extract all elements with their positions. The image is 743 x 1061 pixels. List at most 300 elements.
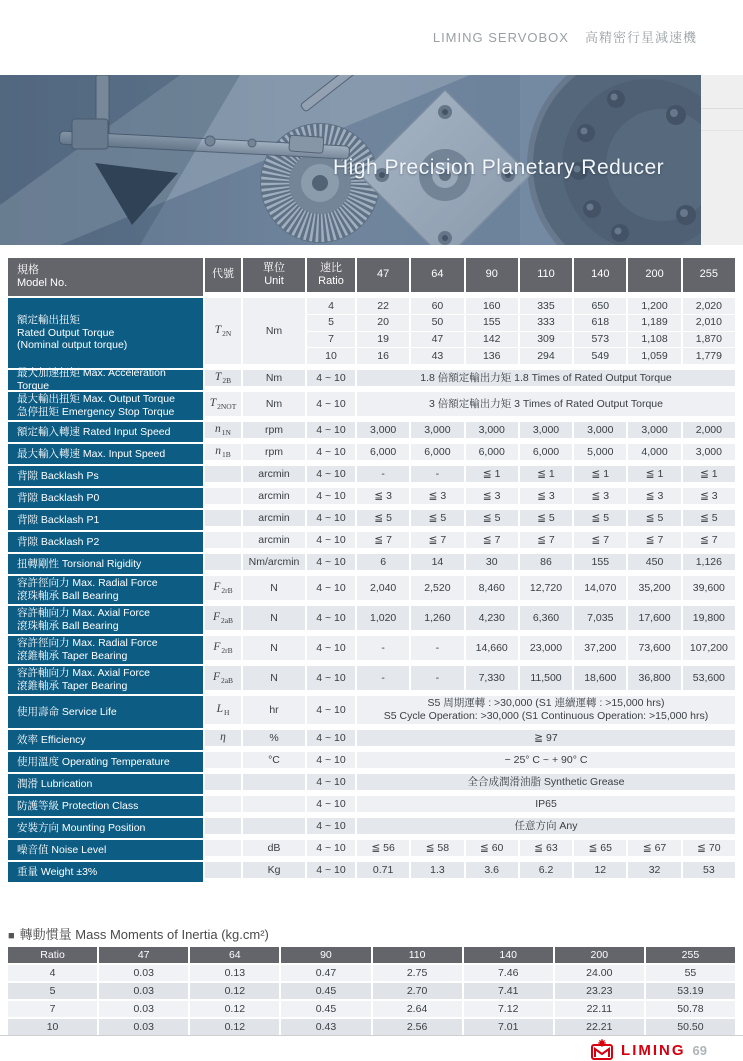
spec-value: 86 [520, 554, 572, 570]
spec-value: 3,000 [411, 422, 463, 438]
spec-value: 1,059 [641, 349, 668, 362]
value-stack [574, 298, 626, 364]
header-ratio-col: 64 [411, 258, 463, 292]
spec-label-line: Rated Output Torque [17, 326, 115, 339]
spec-value: 12 [574, 862, 626, 878]
spec-label-line: 急停扭矩 Emergency Stop Torque [17, 406, 175, 418]
spec-value: ≦ 3 [683, 488, 735, 504]
spec-value: ≦ 58 [411, 840, 463, 856]
spec-value: 1,870 [683, 332, 735, 349]
spec-value: - [357, 466, 409, 482]
spec-value: ≦ 5 [357, 510, 409, 526]
spec-value: 32 [628, 862, 680, 878]
spec-row-label [8, 422, 203, 442]
spec-value: ≦ 3 [357, 488, 409, 504]
ratio-cell: 4 ~ 10 [307, 576, 355, 600]
spec-value: 73,600 [628, 636, 680, 660]
symbol-cell [205, 554, 241, 570]
ratio-cell: 4 ~ 10 [307, 422, 355, 438]
math-symbol: $T_{2N}$ [214, 323, 232, 339]
spec-label-line: 最大輸入轉速 Max. Input Speed [17, 447, 166, 460]
spec-value: 450 [628, 554, 680, 570]
spec-row [8, 796, 735, 816]
spec-value: 22 [357, 298, 409, 315]
spec-row [8, 752, 735, 772]
spec-value: ≦ 7 [411, 532, 463, 548]
spec-value: 650 [574, 298, 626, 315]
inertia-header-cell: 110 [373, 947, 462, 963]
spec-value: ≦ 3 [574, 488, 626, 504]
value-stack [683, 298, 735, 364]
ratio-cell: 4 ~ 10 [307, 370, 355, 386]
spec-row [8, 774, 735, 794]
span-value-line: S5 Cycle Operation: >30,000 (S1 Continuous Operation: >15,000 hrs) [383, 710, 709, 722]
inertia-value: 7.41 [464, 983, 553, 999]
header-ratio-col: 140 [574, 258, 626, 292]
inertia-header-cell: 140 [464, 947, 553, 963]
span-value-cell [357, 818, 735, 834]
spec-label-line: 容許徑向力 Max. Radial Force [17, 637, 158, 650]
spec-label-line: 容許徑向力 Max. Radial Force [17, 577, 158, 590]
spec-label-line: 效率 Efficiency [17, 733, 86, 746]
spec-value: - [357, 636, 409, 660]
span-value-line: 3 倍額定輸出力矩 3 Times of Rated Output Torque [428, 397, 663, 410]
spec-label-line: 最大加速扭矩 Max. Acceleration Torque [17, 367, 166, 392]
footer-rule [0, 1035, 743, 1036]
spec-value: ≦ 7 [683, 532, 735, 548]
span-value-line: 任意方向 Any [514, 819, 578, 832]
symbol-cell [205, 752, 241, 768]
spec-label-line: 容許軸向力 Max. Axial Force [17, 607, 151, 620]
ratio-cell: 4 ~ 10 [307, 840, 355, 856]
math-symbol: $n_{1N}$ [215, 422, 231, 438]
spec-value: ≦ 5 [574, 510, 626, 526]
spec-value: 573 [574, 332, 626, 349]
symbol-cell [205, 606, 241, 630]
spec-value: ≦ 3 [466, 488, 518, 504]
inertia-value: 2.56 [373, 1019, 462, 1035]
inertia-value: 23.23 [555, 983, 644, 999]
spec-value: 17,600 [628, 606, 680, 630]
spec-value: ≦ 56 [357, 840, 409, 856]
spec-value: 3,000 [683, 444, 735, 460]
spec-row-label [8, 488, 203, 508]
spec-row [8, 696, 735, 728]
spec-value: - [411, 636, 463, 660]
span-value-line: 1.8 倍額定輸出力矩 1.8 Times of Rated Output Torque [420, 371, 672, 384]
inertia-header-cell: 64 [190, 947, 279, 963]
spec-value: ≦ 1 [466, 466, 518, 482]
spec-label-line: 使用壽命 Service Life [17, 705, 117, 718]
ratio-stack [307, 298, 355, 364]
spec-value: 136 [482, 349, 501, 362]
spec-value: ≦ 3 [628, 488, 680, 504]
symbol-cell [205, 796, 241, 812]
spec-value: 39,600 [683, 576, 735, 600]
math-symbol: $F_{2rB}$ [213, 640, 233, 656]
spec-value: 2,010 [683, 315, 735, 332]
header-ratio [307, 258, 355, 292]
spec-row-label [8, 666, 203, 694]
inertia-section [8, 924, 735, 1037]
span-value-line: 全合成潤滑油脂 Synthetic Grease [467, 775, 625, 788]
ratio-cell: 4 ~ 10 [307, 636, 355, 660]
spec-value: ≦ 1 [683, 466, 735, 482]
spec-row-label [8, 576, 203, 604]
spec-value: 14,660 [466, 636, 518, 660]
unit-cell: N [243, 666, 305, 690]
spec-value: 1,189 [628, 315, 680, 332]
symbol-cell [205, 510, 241, 526]
spec-value: 20 [357, 315, 409, 332]
spec-value: ≦ 5 [411, 510, 463, 526]
math-symbol: $F_{2aB}$ [212, 670, 234, 686]
spec-row-label [8, 392, 203, 420]
spec-value: 23,000 [520, 636, 572, 660]
inertia-value: 5 [8, 983, 97, 999]
spec-value: - [357, 666, 409, 690]
spec-value: 6,000 [357, 444, 409, 460]
spec-label-line: 額定輸出扭矩 [17, 314, 80, 327]
spec-row-label [8, 840, 203, 860]
spec-row-label [8, 532, 203, 552]
ratio-sub-value: 5 [307, 315, 355, 332]
header-unit [243, 258, 305, 292]
spec-value: 333 [520, 315, 572, 332]
spec-value: 6.2 [520, 862, 572, 878]
spec-value: ≦ 7 [466, 532, 518, 548]
value-stack [466, 298, 518, 364]
spec-row-label [8, 862, 203, 882]
spec-value: 35,200 [628, 576, 680, 600]
spec-label-line: 滾錐軸承 Taper Bearing [17, 680, 128, 692]
ratio-cell: 4 ~ 10 [307, 444, 355, 460]
spec-label-line: 背隙 Backlash P1 [17, 513, 100, 526]
spec-value: 1,020 [357, 606, 409, 630]
spec-value: ≦ 7 [628, 532, 680, 548]
math-symbol: $T_{2B}$ [214, 370, 232, 386]
spec-value: ≦ 3 [411, 488, 463, 504]
spec-row [8, 392, 735, 420]
inertia-value: 7.46 [464, 965, 553, 981]
header-ratio-col: 255 [683, 258, 735, 292]
ratio-sub-value: 4 [307, 298, 355, 315]
span-value-cell [357, 796, 735, 812]
spec-row [8, 554, 735, 574]
spec-label-line: 背隙 Backlash P0 [17, 491, 100, 504]
symbol-cell [205, 466, 241, 482]
spec-label-line: 最大輸出扭矩 Max. Output Torque [17, 393, 175, 406]
inertia-value: 0.47 [281, 965, 370, 981]
symbol-cell [205, 730, 241, 746]
spec-row-label [8, 606, 203, 634]
spec-row [8, 818, 735, 838]
spec-value: 12,720 [520, 576, 572, 600]
inertia-value: 10 [8, 1019, 97, 1035]
inertia-value: 0.03 [99, 983, 188, 999]
spec-value: 43 [431, 349, 444, 362]
spec-row [8, 840, 735, 860]
spec-value: ≦ 7 [574, 532, 626, 548]
inertia-value: 0.13 [190, 965, 279, 981]
spec-label-line: 額定輸入轉速 Rated Input Speed [17, 425, 171, 438]
spec-label-line: 重量 Weight ±3% [17, 865, 98, 878]
inertia-row [8, 1001, 735, 1017]
spec-value: 3,000 [357, 422, 409, 438]
spec-value: 160 [466, 298, 518, 315]
unit-cell [243, 796, 305, 812]
value-stack [628, 298, 680, 364]
inertia-value: 2.75 [373, 965, 462, 981]
unit-cell: % [243, 730, 305, 746]
spec-value: 6 [357, 554, 409, 570]
spec-row-label [8, 554, 203, 574]
spec-value: ≦ 7 [520, 532, 572, 548]
span-value-cell [357, 696, 735, 724]
header-ratio-col: 47 [357, 258, 409, 292]
ratio-cell: 4 ~ 10 [307, 554, 355, 570]
spec-table [8, 258, 735, 884]
value-stack [411, 298, 463, 364]
spec-row [8, 636, 735, 664]
span-value-line: ≧ 97 [534, 731, 558, 744]
spec-row [8, 606, 735, 634]
spec-value: 155 [466, 315, 518, 332]
spec-value: 3,000 [466, 422, 518, 438]
spec-value: 2,040 [357, 576, 409, 600]
inertia-value: 50.50 [646, 1019, 735, 1035]
ratio-cell: 4 ~ 10 [307, 774, 355, 790]
math-symbol: $F_{2rB}$ [213, 580, 233, 596]
ratio-cell: 4 ~ 10 [307, 488, 355, 504]
spec-value: 14,070 [574, 576, 626, 600]
spec-value: 2,020 [683, 298, 735, 315]
spec-row-label [8, 298, 203, 368]
inertia-value: 22.11 [555, 1001, 644, 1017]
inertia-header-cell: 200 [555, 947, 644, 963]
spec-value: 3,000 [628, 422, 680, 438]
spec-value: 53 [683, 862, 735, 878]
inertia-value: 0.45 [281, 983, 370, 999]
symbol-cell [205, 298, 241, 364]
spec-row [8, 444, 735, 464]
header-ratio-col: 90 [466, 258, 518, 292]
inertia-value: 0.12 [190, 1001, 279, 1017]
spec-row-label [8, 774, 203, 794]
spec-value: ≦ 1 [574, 466, 626, 482]
spec-row [8, 298, 735, 368]
spec-value: 2,000 [683, 422, 735, 438]
value-stack [520, 298, 572, 364]
inertia-value: 55 [646, 965, 735, 981]
spec-value: 3.6 [466, 862, 518, 878]
spec-value: ≦ 1 [628, 466, 680, 482]
inertia-value: 7.12 [464, 1001, 553, 1017]
ratio-sub-value: 10 [325, 349, 337, 362]
footer-brand: LIMING [621, 1041, 686, 1059]
unit-cell [243, 818, 305, 834]
math-symbol: η [220, 731, 226, 744]
spec-row-label [8, 444, 203, 464]
unit-cell: Kg [243, 862, 305, 878]
span-value-cell [357, 370, 735, 386]
spec-row [8, 367, 735, 392]
span-value-line: IP65 [535, 797, 557, 810]
spec-label-line: 噪音值 Noise Level [17, 843, 107, 856]
ratio-cell: 4 ~ 10 [307, 696, 355, 724]
spec-value: 19 [357, 332, 409, 349]
unit-cell: rpm [243, 444, 305, 460]
spec-row-label [8, 818, 203, 838]
unit-cell [243, 774, 305, 790]
symbol-cell [205, 532, 241, 548]
ratio-cell: 4 ~ 10 [307, 532, 355, 548]
ratio-cell: 4 ~ 10 [307, 510, 355, 526]
spec-value: 6,000 [466, 444, 518, 460]
spec-row-label [8, 367, 203, 392]
inertia-value: 0.03 [99, 1019, 188, 1035]
spec-value: 30 [466, 554, 518, 570]
spec-label-line: 潤滑 Lubrication [17, 777, 93, 790]
unit-cell: Nm [243, 392, 305, 416]
unit-cell: Nm [243, 370, 305, 386]
spec-row [8, 532, 735, 552]
span-value-cell [357, 392, 735, 416]
spec-label-line: 使用溫度 Operating Temperature [17, 755, 170, 768]
spec-label-line: 安裝方向 Mounting Position [17, 821, 146, 834]
inertia-value: 24.00 [555, 965, 644, 981]
spec-row-label [8, 696, 203, 728]
ratio-cell: 4 ~ 10 [307, 818, 355, 834]
inertia-header-cell: 90 [281, 947, 370, 963]
edge-divider [701, 108, 743, 109]
unit-cell: arcmin [243, 466, 305, 482]
spec-value: 18,600 [574, 666, 626, 690]
spec-row [8, 510, 735, 530]
spec-value: 5,000 [574, 444, 626, 460]
inertia-title-text: 轉動慣量 Mass Moments of Inertia (kg.cm²) [19, 927, 269, 942]
hero-banner [0, 75, 701, 245]
inertia-value: 4 [8, 965, 97, 981]
spec-value: ≦ 70 [683, 840, 735, 856]
spec-row [8, 666, 735, 694]
inertia-value: 7 [8, 1001, 97, 1017]
unit-cell: N [243, 606, 305, 630]
spec-value: 16 [377, 349, 389, 362]
spec-value: 1,108 [628, 332, 680, 349]
inertia-header-cell: 255 [646, 947, 735, 963]
symbol-cell [205, 392, 241, 416]
spec-value: 618 [574, 315, 626, 332]
footer [590, 1039, 707, 1061]
spec-row [8, 730, 735, 750]
spec-row-label [8, 752, 203, 772]
symbol-cell [205, 636, 241, 660]
liming-logo-icon [590, 1039, 614, 1061]
symbol-cell [205, 862, 241, 878]
spec-value: ≦ 5 [520, 510, 572, 526]
brand-title: LIMING SERVOBOX [432, 30, 569, 45]
spec-row [8, 862, 735, 882]
inertia-value: 0.45 [281, 1001, 370, 1017]
inertia-value: 53.19 [646, 983, 735, 999]
spec-value: ≦ 60 [466, 840, 518, 856]
spec-value: 47 [411, 332, 463, 349]
spec-value: ≦ 7 [357, 532, 409, 548]
spec-value: ≦ 5 [466, 510, 518, 526]
symbol-cell [205, 444, 241, 460]
spec-row-label [8, 636, 203, 664]
spec-row [8, 576, 735, 604]
header-model-en: Model No. [17, 277, 68, 289]
inertia-row [8, 965, 735, 981]
inertia-value: 2.64 [373, 1001, 462, 1017]
spec-value: 4,230 [466, 606, 518, 630]
header-ratio-zh: 速比 [320, 261, 342, 274]
spec-value: 2,520 [411, 576, 463, 600]
inertia-title [8, 924, 735, 943]
unit-cell: Nm/arcmin [243, 554, 305, 570]
spec-value: 6,360 [520, 606, 572, 630]
spec-value: ≦ 63 [520, 840, 572, 856]
header-symbol-text: 代號 [212, 268, 234, 281]
inertia-row [8, 983, 735, 999]
unit-cell: N [243, 576, 305, 600]
span-value-line: S5 周期運轉 : >30,000 (S1 連續運轉 : >15,000 hrs) [427, 697, 665, 710]
ratio-cell: 4 ~ 10 [307, 666, 355, 690]
ratio-cell: 4 ~ 10 [307, 730, 355, 746]
inertia-value: 0.03 [99, 965, 188, 981]
brand-subtitle-cjk: 高精密行星減速機 [584, 30, 697, 45]
header-ratio-col: 110 [520, 258, 572, 292]
spec-value: 60 [411, 298, 463, 315]
spec-value: ≦ 5 [683, 510, 735, 526]
ratio-cell: 4 ~ 10 [307, 862, 355, 878]
math-symbol: $T_{2NOT}$ [209, 396, 237, 412]
hero-title: High Precision Planetary Reducer [333, 156, 665, 179]
spec-value: ≦ 3 [520, 488, 572, 504]
header-symbol [205, 258, 241, 292]
unit-cell: arcmin [243, 532, 305, 548]
unit-cell: hr [243, 696, 305, 724]
spec-label-line: 扭轉剛性 Torsional Rigidity [17, 557, 142, 570]
spec-value: 335 [520, 298, 572, 315]
inertia-value: 22.21 [555, 1019, 644, 1035]
spec-value: 11,500 [520, 666, 572, 690]
header-unit-en: Unit [264, 275, 284, 287]
spec-row [8, 488, 735, 508]
spec-value: ≦ 65 [574, 840, 626, 856]
spec-value: 107,200 [683, 636, 735, 660]
span-value-cell [357, 752, 735, 768]
spec-value: 1.3 [411, 862, 463, 878]
ratio-sub-value: 7 [307, 332, 355, 349]
square-bullet-icon: ■ [8, 930, 15, 942]
spec-value: ≦ 67 [628, 840, 680, 856]
spec-value: 1,779 [695, 349, 722, 362]
spec-label-line: 容許軸向力 Max. Axial Force [17, 667, 151, 680]
spec-label-line: 防護等級 Protection Class [17, 799, 139, 812]
spec-value: 36,800 [628, 666, 680, 690]
ratio-cell: 4 ~ 10 [307, 752, 355, 768]
spec-value: 50 [411, 315, 463, 332]
unit-cell: °C [243, 752, 305, 768]
spec-value: 0.71 [357, 862, 409, 878]
spec-value: 53,600 [683, 666, 735, 690]
span-value-line: − 25° C ~ + 90° C [504, 753, 588, 766]
spec-row-label [8, 796, 203, 816]
edge-divider [701, 130, 743, 131]
